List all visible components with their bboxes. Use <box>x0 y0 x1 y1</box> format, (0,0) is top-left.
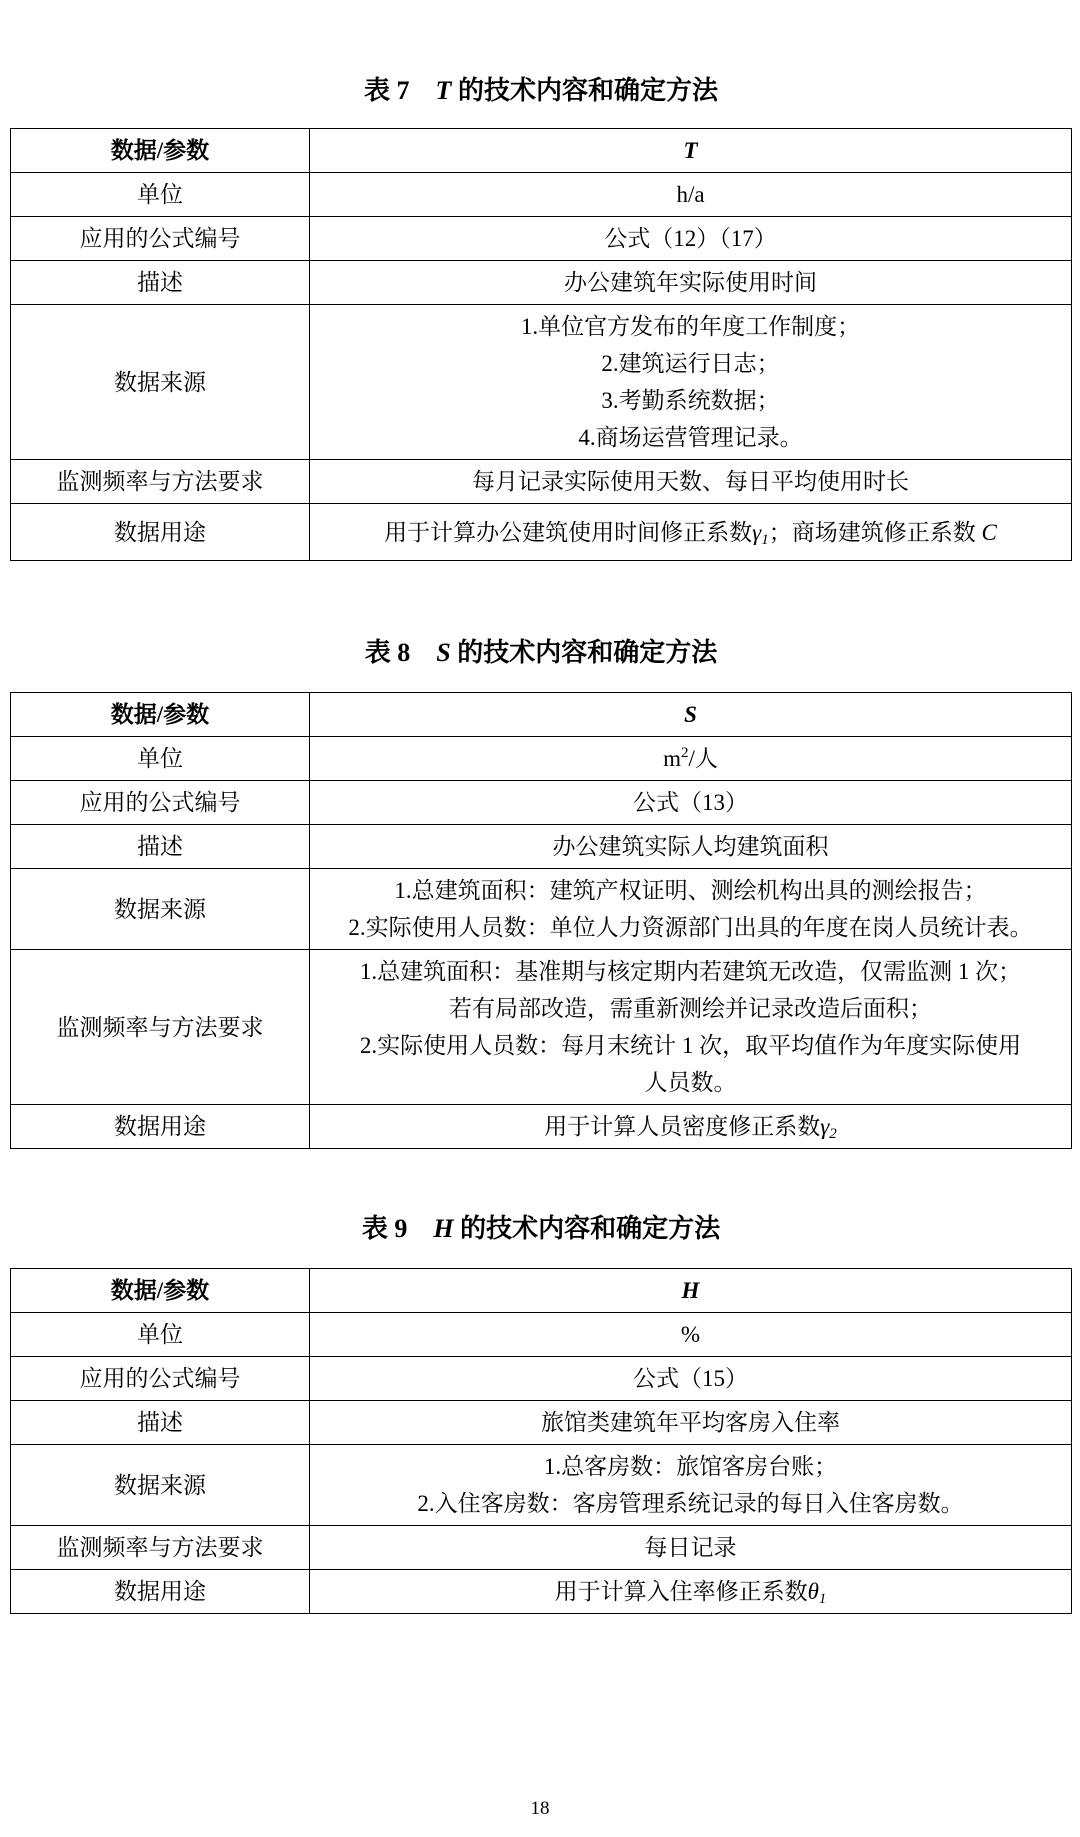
text: /人 <box>688 746 718 771</box>
line: 若有局部改造，需重新测绘并记录改造后面积； <box>449 996 932 1021</box>
line: 2.入住客房数：客房管理系统记录的每日入住客房数。 <box>417 1491 964 1516</box>
row-key: 单位 <box>11 737 310 781</box>
symbol: θ <box>807 1579 819 1604</box>
row-key: 数据来源 <box>11 305 310 460</box>
table-row <box>11 1526 1072 1570</box>
table9-caption <box>10 1212 1072 1246</box>
line: 人员数。 <box>644 1070 737 1095</box>
text: ；商场建筑修正系数 <box>768 519 982 545</box>
table8 <box>10 692 1072 1149</box>
text: 用于计算入住率修正系数 <box>554 1579 808 1604</box>
row-key: 数据用途 <box>11 1570 310 1614</box>
table7-caption-suffix: 的技术内容和确定方法 <box>457 76 718 105</box>
row-value: 办公建筑实际人均建筑面积 <box>310 825 1072 869</box>
table-row <box>11 1105 1072 1149</box>
line: 1.单位官方发布的年度工作制度； <box>520 314 861 339</box>
row-key: 监测频率与方法要求 <box>11 950 310 1105</box>
row-value: 每月记录实际使用天数、每日平均使用时长 <box>310 460 1072 504</box>
row-value <box>310 305 1072 460</box>
line: 1.总客房数：旅馆客房台账； <box>543 1454 838 1479</box>
table7-caption-symbol: T <box>435 76 452 105</box>
table-row <box>11 781 1072 825</box>
symbol: γ <box>820 1114 830 1139</box>
line: 2.实际使用人员数：单位人力资源部门出具的年度在岗人员统计表。 <box>348 915 1033 940</box>
row-value: 公式（13） <box>310 781 1072 825</box>
header-key: 数据/参数 <box>11 693 310 737</box>
text: m <box>663 746 681 771</box>
line: 2.实际使用人员数：每月末统计 1 次，取平均值作为年度实际使用 <box>359 1033 1022 1058</box>
table-row <box>11 173 1072 217</box>
table8-caption-suffix: 的技术内容和确定方法 <box>457 638 718 667</box>
table-row <box>11 737 1072 781</box>
table8-caption <box>10 636 1072 670</box>
table-row <box>11 1313 1072 1357</box>
table9-caption-prefix: 表 9 <box>361 1214 408 1243</box>
table-row <box>11 460 1072 504</box>
row-value <box>310 950 1072 1105</box>
subscript: 1 <box>818 1591 827 1607</box>
row-value: 公式（15） <box>310 1357 1072 1401</box>
table-row <box>11 217 1072 261</box>
row-value <box>310 869 1072 950</box>
table8-caption-prefix: 表 8 <box>364 638 411 667</box>
table-row <box>11 950 1072 1105</box>
row-key: 单位 <box>11 173 310 217</box>
header-value: S <box>310 693 1072 737</box>
table7-caption-prefix: 表 7 <box>364 76 410 105</box>
row-key: 应用的公式编号 <box>11 781 310 825</box>
row-key: 描述 <box>11 261 310 305</box>
row-key: 应用的公式编号 <box>11 1357 310 1401</box>
table9-caption-suffix: 的技术内容和确定方法 <box>460 1214 721 1243</box>
table-row <box>11 129 1072 173</box>
row-key: 数据用途 <box>11 1105 310 1149</box>
row-key: 应用的公式编号 <box>11 217 310 261</box>
row-key: 描述 <box>11 1401 310 1445</box>
row-value <box>310 737 1072 781</box>
table7-caption <box>10 74 1072 108</box>
row-value <box>310 1570 1072 1614</box>
symbol: γ <box>752 519 762 545</box>
line: 1.总建筑面积：建筑产权证明、测绘机构出具的测绘报告； <box>394 878 987 903</box>
table-row <box>11 1445 1072 1526</box>
header-value: H <box>310 1269 1072 1313</box>
row-value: 每日记录 <box>310 1526 1072 1570</box>
table-row <box>11 1269 1072 1313</box>
symbol: C <box>981 519 997 545</box>
line: 4.商场运营管理记录。 <box>578 425 803 450</box>
header-key: 数据/参数 <box>11 129 310 173</box>
table-row <box>11 1570 1072 1614</box>
text: 用于计算办公建筑使用时间修正系数 <box>384 519 753 545</box>
row-key: 单位 <box>11 1313 310 1357</box>
row-key: 数据来源 <box>11 1445 310 1526</box>
header-value: T <box>310 129 1072 173</box>
row-key: 数据来源 <box>11 869 310 950</box>
table-row <box>11 693 1072 737</box>
line: 2.建筑运行日志； <box>601 351 780 376</box>
table-row <box>11 261 1072 305</box>
row-value: h/a <box>310 173 1072 217</box>
header-key: 数据/参数 <box>11 1269 310 1313</box>
row-value <box>310 1445 1072 1526</box>
row-key: 描述 <box>11 825 310 869</box>
row-key: 监测频率与方法要求 <box>11 1526 310 1570</box>
row-value <box>310 1105 1072 1149</box>
table-row <box>11 1357 1072 1401</box>
table-row <box>11 825 1072 869</box>
table-row <box>11 305 1072 460</box>
line: 3.考勤系统数据； <box>601 388 780 413</box>
page-number: 18 <box>530 1798 550 1819</box>
table7 <box>10 128 1072 561</box>
subscript: 1 <box>761 531 769 548</box>
superscript: 2 <box>681 745 689 761</box>
subscript: 2 <box>829 1126 837 1142</box>
row-value: 办公建筑年实际使用时间 <box>310 261 1072 305</box>
row-value: 公式（12）（17） <box>310 217 1072 261</box>
table9-caption-symbol: H <box>433 1214 454 1243</box>
table-row <box>11 1401 1072 1445</box>
table-row <box>11 869 1072 950</box>
row-key: 数据用途 <box>11 504 310 561</box>
table-row <box>11 504 1072 561</box>
table9 <box>10 1268 1072 1614</box>
row-key: 监测频率与方法要求 <box>11 460 310 504</box>
line: 1.总建筑面积：基准期与核定期内若建筑无改造，仅需监测 1 次； <box>359 959 1022 984</box>
text: 用于计算人员密度修正系数 <box>544 1114 821 1139</box>
row-value <box>310 504 1072 561</box>
row-value: 旅馆类建筑年平均客房入住率 <box>310 1401 1072 1445</box>
table8-caption-symbol: S <box>436 638 451 667</box>
row-value: % <box>310 1313 1072 1357</box>
